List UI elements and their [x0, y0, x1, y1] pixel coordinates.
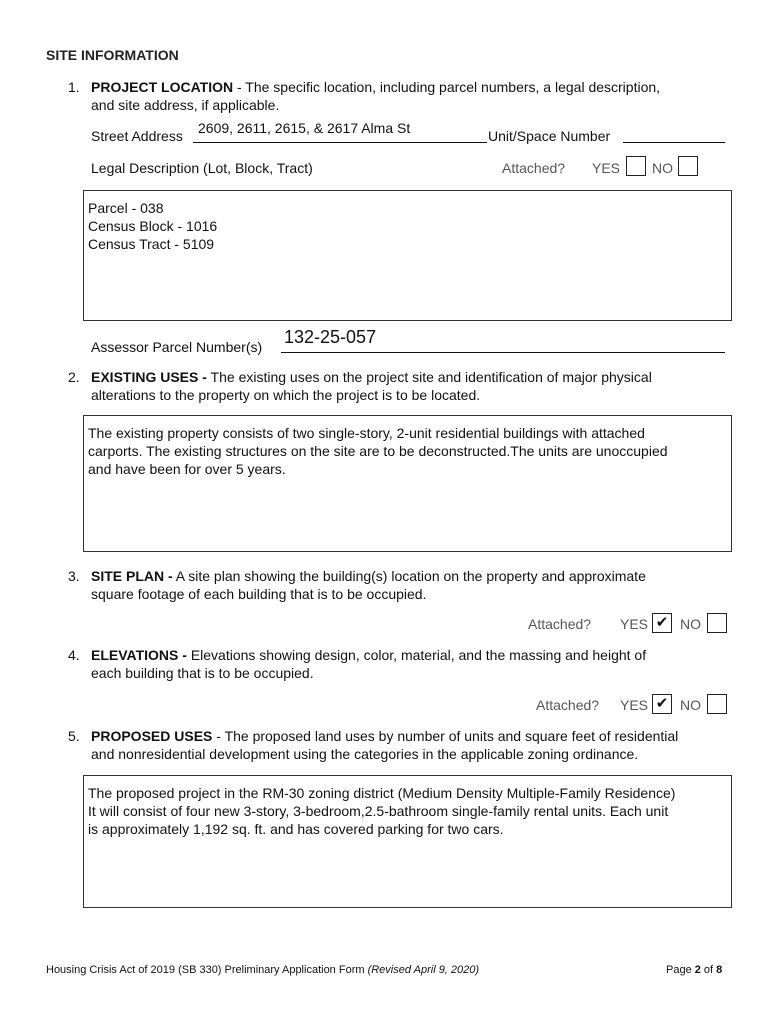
page-total: 8	[716, 964, 723, 976]
existing-uses-desc-line2: alterations to the property on which the project is to be located.	[91, 387, 481, 403]
legal-no-checkbox[interactable]	[678, 156, 698, 176]
site-plan-attached-label: Attached?	[528, 616, 592, 632]
elevations-description	[91, 646, 646, 664]
street-address-field[interactable]: 2609, 2611, 2615, & 2617 Alma St	[198, 120, 411, 136]
unit-space-label: Unit/Space Number	[488, 128, 611, 144]
item-number-2: 2.	[68, 369, 80, 385]
project-location-desc-line2: and site address, if applicable.	[91, 97, 280, 113]
proposed-uses-description	[91, 727, 678, 745]
project-location-desc-line1: - The specific location, including parcel numbers, a legal description,	[233, 79, 661, 95]
apn-field[interactable]: 132-25-057	[284, 327, 377, 347]
existing-uses-title: EXISTING USES -	[91, 369, 207, 385]
site-plan-description	[91, 567, 646, 585]
existing-uses-description	[91, 368, 652, 386]
legal-description-label: Legal Description (Lot, Block, Tract)	[91, 160, 313, 176]
site-plan-desc-line2: square footage of each building that is to be occupied.	[91, 586, 427, 602]
elevations-yes-checkbox[interactable]: ✔	[652, 694, 672, 714]
legal-yes-checkbox[interactable]	[626, 156, 646, 176]
elevations-desc-line1: Elevations showing design, color, material, and the massing and height of	[186, 647, 647, 663]
legal-description-text: Parcel - 038 Census Block - 1016 Census Tract - 5109	[88, 200, 218, 252]
elevations-no-label: NO	[680, 697, 701, 713]
page-middle: of	[700, 964, 717, 976]
item-number-1: 1.	[68, 79, 80, 95]
project-location-title: PROJECT LOCATION	[91, 79, 234, 95]
footer-form-name: Housing Crisis Act of 2019 (SB 330) Preliminary Application Form	[46, 964, 368, 976]
apn-label: Assessor Parcel Number(s)	[91, 339, 263, 355]
legal-no-label: NO	[652, 160, 673, 176]
site-plan-no-label: NO	[680, 616, 701, 632]
site-plan-title: SITE PLAN -	[91, 568, 173, 584]
proposed-uses-text: The proposed project in the RM-30 zoning district (Medium Density Multiple-Family Residence) It will consist of four new 3-story, 3-bedroom,2.5-bathroom single-family rental units. Each unit is approximately 1,192 sq. ft. and has covered parking for two cars.	[88, 785, 676, 837]
item-number-3: 3.	[68, 568, 80, 584]
proposed-uses-desc-line2: and nonresidential development using the categories in the applicable zoning ordinance.	[91, 746, 639, 762]
proposed-uses-desc-line1: - The proposed land uses by number of units and square feet of residential	[212, 728, 679, 744]
elevations-yes-label: YES	[620, 697, 649, 713]
item-number-4: 4.	[68, 647, 80, 663]
elevations-no-checkbox[interactable]	[707, 694, 727, 714]
elevations-desc-line2: each building that is to be occupied.	[91, 665, 314, 681]
unit-space-line	[623, 142, 725, 143]
elevations-attached-label: Attached?	[536, 697, 600, 713]
project-location-description	[91, 78, 660, 96]
footer-revision: (Revised April 9, 2020)	[367, 964, 480, 976]
legal-description-box[interactable]	[83, 190, 732, 321]
proposed-uses-box[interactable]	[83, 775, 732, 908]
elevations-title: ELEVATIONS -	[91, 647, 187, 663]
footer-form-title	[46, 964, 479, 976]
footer-page-number	[666, 964, 722, 976]
unit-space-field[interactable]	[626, 124, 724, 142]
legal-yes-label: YES	[592, 160, 621, 176]
site-plan-yes-label: YES	[620, 616, 649, 632]
site-plan-desc-line1: A site plan showing the building(s) location on the property and approximate	[172, 568, 646, 584]
page-current: 2	[694, 964, 701, 976]
section-heading: SITE INFORMATION	[46, 47, 179, 63]
street-address-line	[193, 142, 487, 143]
street-address-label: Street Address	[91, 128, 183, 144]
legal-attached-label: Attached?	[502, 160, 566, 176]
site-plan-no-checkbox[interactable]	[707, 613, 727, 633]
item-number-5: 5.	[68, 728, 80, 744]
proposed-uses-title: PROPOSED USES	[91, 728, 213, 744]
existing-uses-box[interactable]	[83, 415, 732, 552]
site-plan-yes-checkbox[interactable]: ✔	[652, 613, 672, 633]
apn-line	[281, 352, 725, 353]
page-prefix: Page	[666, 964, 695, 976]
existing-uses-desc-line1: The existing uses on the project site and identification of major physical	[206, 369, 652, 385]
existing-uses-text: The existing property consists of two single-story, 2-unit residential buildings with attached carports. The existing structures on the site are to be deconstructed.The units are unoccupied and have been for over 5 years.	[88, 425, 668, 477]
